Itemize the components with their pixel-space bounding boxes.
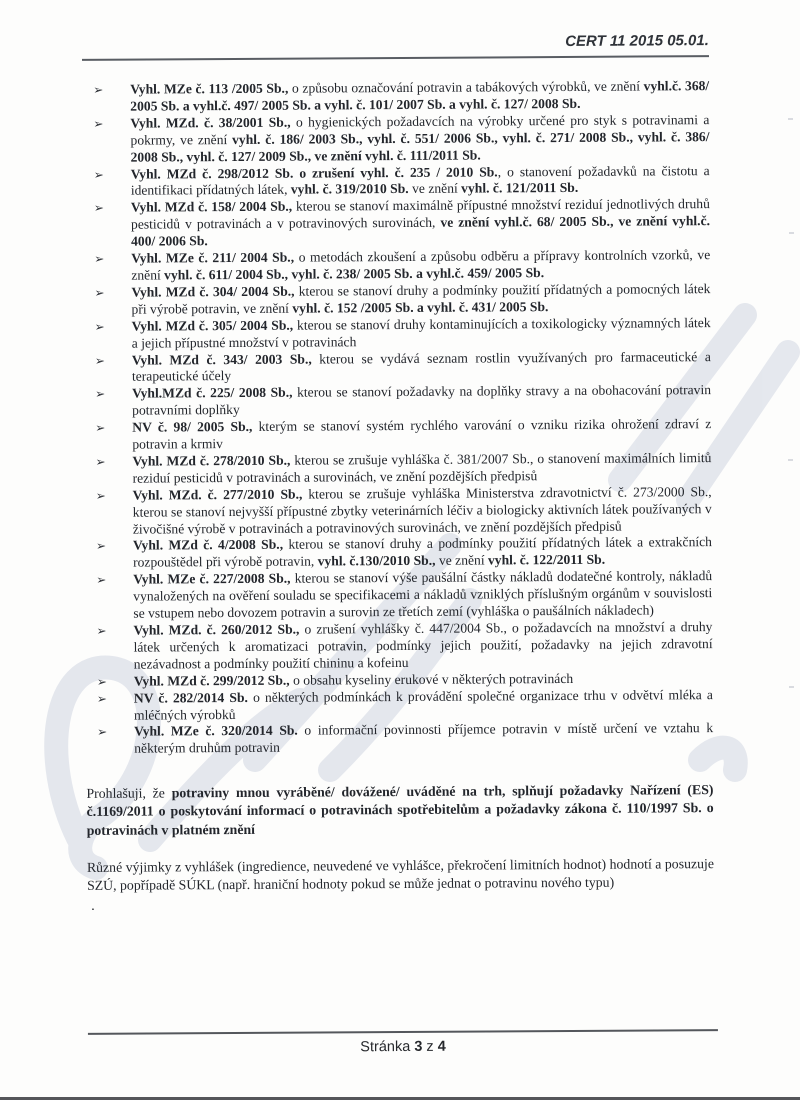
list-item [83,196,710,251]
list-item [85,535,712,573]
text-run: , o stanovení požadavků na čistotu a identifikaci přídatných látek, [130,162,710,199]
bold-run: vyhl. č. 152 /2005 Sb. a vyhl. č. 431/ 2005 Sb. [292,298,549,316]
list-item [84,382,711,420]
bold-run: vyhl.č. 368/ 2005 Sb. a vyhl.č. 497/ 2005 Sb. a vyhl. č. 101/ 2007 Sb. a vyhl. č. 127/ 2008 Sb. [130,78,710,114]
closing-paragraph [87,855,714,895]
bold-run: vyhl. č. 121/2011 Sb. [461,180,579,197]
scan-artifact [788,118,793,120]
list-item [82,78,709,116]
closing-text: Různé výjimky z vyhlášek (ingredience, neuvedené ve vyhlášce, překročení limitních hodnot) hodnotí a posuzuje SZÚ, popřípadě SÚKL (např. hraniční hodnoty pokud se může jednat o potravinu nového typu) [86,855,714,893]
bold-run: Vyhl. MZd č. 305/ 2004 Sb., [131,317,294,334]
text-run: kterým se stanoví systém rychlého varování o vzniku rizika ohrožení zdraví z potravin a krmiv [132,416,712,452]
text-run: kterou se stanoví druhy a podmínky použití přídatných a pomocných látek při výrobě potravin, ve znění [131,280,711,317]
bold-run: Vyhl. MZd č. 298/2012 Sb. o zrušení vyhl. č. 235 / 2010 Sb. [130,163,498,182]
text-run: o informační povinnosti příjemce potravin v místě určení ve vztahu k některým druhům potravin [134,720,714,756]
bold-run: Vyhl. MZe č. 211/ 2004 Sb., [131,249,295,266]
document-body [82,78,714,915]
list-item-text [131,281,710,318]
bullet-arrow-icon: ➢ [96,691,108,706]
bullet-arrow-icon: ➢ [94,319,105,334]
document-header [82,32,709,61]
list-item-text [133,619,712,673]
footer-label: Stránka [360,1038,411,1056]
text-run: o zrušení vyhlášky č. 447/2004 Sb., o požadavcích na množství a druhy látek určených k aromatizaci potravin, podmínky jejich použití, požadavky na jejich zdravotní nezávadnost a podmínky použití chininu a kofeinu [133,619,713,672]
bold-run: vyhl. č. 186/ 2003 Sb., vyhl. č. 551/ 2006 Sb., vyhl. č. 271/ 2008 Sb., vyhl. č. 386/ 2008 Sb., vyhl. č. 127/ 2009 Sb., ve znění vyhl. č. 111/2011 Sb. [130,128,710,165]
bold-run: Vyhl. MZd č. 278/2010 Sb., [132,452,291,469]
bullet-arrow-icon: ➢ [95,488,106,503]
list-item [84,450,711,488]
bullet-arrow-icon: ➢ [96,674,107,689]
stray-period: . [91,898,95,914]
list-item [84,315,711,353]
text-run: kterou se stanoví druhy kontaminujících a toxikologicky významných látek a jejich přípustné množství v potravinách [131,314,711,351]
text-run: kterou se vydává seznam rostlin využívaných pro farmaceutické a terapeutické účely [131,348,711,385]
text-run: o některých podmínkách k provádění společné organizace trhu v odvětví mléka a mléčných výrobků [133,686,713,723]
bullet-arrow-icon: ➢ [93,201,105,216]
bullet-arrow-icon: ➢ [95,539,107,554]
text-run: o hygienických požadavcích na výrobky určené pro styk s potravinami a pokrmy, ve znění [130,111,710,148]
list-item-text [133,568,712,622]
bold-run: Vyhl. MZd. č. 38/2001 Sb., [130,114,291,131]
bold-run: Vyhl. MZd. č. 277/2010 Sb., [132,486,303,503]
text-run: Prohlašuji, že [86,785,172,802]
scan-artifact [788,459,793,461]
list-item [84,349,711,387]
footer-page-number: 3 [414,1038,423,1055]
bullet-arrow-icon: ➢ [94,285,105,300]
list-item-text [131,196,710,250]
list-item-text [130,78,709,115]
list-item-text [130,112,709,166]
text-run: kterou se zrušuje vyhláška č. 381/2007 Sb., o stanovení maximálních limitů reziduí pesticidů v potravinách a surovinách, ve znění pozdějších předpisů [132,450,712,486]
bullet-arrow-icon: ➢ [96,623,107,638]
list-item [83,281,710,319]
list-item-text [134,687,713,724]
bullet-arrow-icon: ➢ [93,82,104,97]
text-run: o metodách zkoušení a způsobu odběru a přípravy kontrolních vzorků, ve znění [131,247,711,283]
list-item-text [132,450,711,487]
bold-run: vyhl. č. 122/2011 Sb. [487,552,606,568]
list-item [85,484,712,539]
bullet-arrow-icon: ➢ [96,573,107,588]
bold-run: vyhl. č. 611/ 2004 Sb., vyhl. č. 238/ 2005 Sb. a vyhl.č. 459/ 2005 Sb. [164,265,545,283]
text-run: kterou se stanoví maximálně přípustné množství reziduí jednotlivých druhů pesticidů v potravinách a v potravinových surovinách, [130,196,710,232]
text-run: kterou se stanoví výše paušální částky nákladů dodatečné kontroly, nákladů vynaložených na ověření souladu se specifikacemi a nákladů vzniklých příslušným orgánům v souvislosti se vstupem nebo dovozem potravin a surovin ze třetích zemí (vyhláška o paušálních nákladech) [133,568,713,621]
scan-artifact [789,686,794,688]
scan-artifact [789,232,794,234]
bold-run: Vyhl.MZd č. 225/ 2008 Sb., [131,384,293,401]
bold-run: Vyhl. MZd č. 343/ 2003 Sb., [131,351,312,368]
list-item [84,416,711,454]
list-item-text [131,247,710,284]
list-item-text [133,535,712,572]
list-item [86,721,713,759]
bullet-arrow-icon: ➢ [94,353,105,368]
bold-run: vyhl. č.130/2010 Sb., [317,553,436,569]
bullet-arrow-icon: ➢ [93,116,104,131]
footer-total-pages: 4 [437,1038,446,1055]
list-item-text [131,163,710,200]
list-item [85,619,712,674]
list-item-text [132,315,711,352]
list-item [85,568,712,623]
list-item-text [132,416,711,453]
bold-run: NV č. 98/ 2005 Sb., [132,419,253,435]
bold-run: Vyhl. MZd č. 4/2008 Sb., [132,537,284,554]
bold-run: potraviny mnou vyráběné/ dovážené/ uváděné na trh, splňují požadavky Nařízení (ES) č.1169/2011 o poskytování informací o potravinách spotřebitelům a požadavky zákona č. 110/1997 Sb. o potravinách v platném znění [86,782,714,838]
text-run: ve znění [435,552,489,569]
bold-run: vyhl. č. 319/2010 Sb. [290,181,409,198]
declaration-paragraph [86,781,713,839]
list-item [83,247,710,285]
document-code: CERT 11 2015 05.01. [565,32,709,50]
list-item [83,163,710,201]
text-run: kterou se zrušuje vyhláška Ministerstva zdravotnictví č. 273/2000 Sb., kterou se stanoví nejvyšší přípustné zbytky veterinárních léčiv a biologicky aktivních látek používaných v živočišné výrobě v potravinách a potravinových surovinách, ve znění pozdějších předpisů [132,483,712,537]
footer-of-word: z [426,1038,434,1055]
bullet-arrow-icon: ➢ [94,387,106,402]
text-run: kterou se stanoví druhy a podmínky použití přídatných látek a extrakčních rozpouštědel při výrobě potravin, [133,534,713,571]
text-run: o obsahu kyseliny erukové v některých potravinách [289,670,574,688]
bullet-arrow-icon: ➢ [94,251,105,266]
text-run: ve znění [408,181,462,197]
list-item-text [132,382,711,419]
bold-run: Vyhl. MZe č. 320/2014 Sb. [134,723,298,740]
list-item-text [132,349,711,386]
bullet-arrow-icon: ➢ [97,725,108,740]
bold-run: Vyhl. MZe č. 113 /2005 Sb., [130,80,289,97]
bold-run: Vyhl. MZd č. 158/ 2004 Sb., [130,198,293,215]
bold-run: NV č. 282/2014 Sb. [133,689,248,706]
bullet-arrow-icon: ➢ [93,167,104,182]
regulation-list [82,78,713,758]
bullet-arrow-icon: ➢ [95,420,106,435]
bold-run: Vyhl. MZe č. 227/2008 Sb., [133,570,291,587]
list-item [82,112,709,167]
list-item-text [134,721,713,758]
text-run: o způsobu označování potravin a tabákových výrobků, ve znění [288,78,644,96]
list-item [86,687,713,725]
page-footer [88,1029,718,1057]
text-run: kterou se stanoví požadavky na doplňky stravy a na obohacování potravin potravními doplňky [132,382,712,418]
bold-run: Vyhl. MZd č. 304/ 2004 Sb., [131,283,295,300]
bold-run: Vyhl. MZd č. 299/2012 Sb., [133,672,290,689]
bullet-arrow-icon: ➢ [95,454,106,469]
bold-run: Vyhl. MZd. č. 260/2012 Sb., [133,621,300,638]
list-item-text [133,484,712,538]
bold-run: ve znění vyhl.č. 68/ 2005 Sb., ve znění vyhl.č. 400/ 2006 Sb. [131,213,711,249]
